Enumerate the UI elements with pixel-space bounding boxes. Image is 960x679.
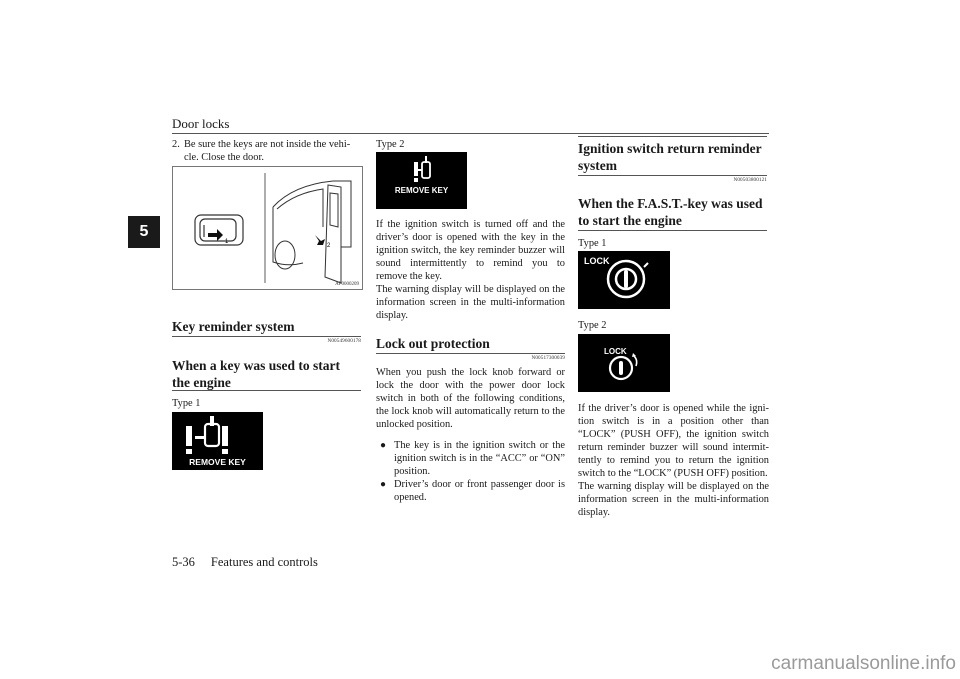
door-illustration xyxy=(173,167,362,289)
list-item: ● Driver’s door or front passenger door is opened. xyxy=(380,479,565,503)
section-rule xyxy=(172,336,361,337)
lock-text-type2: LOCK xyxy=(604,347,627,356)
bullet-icon: ● xyxy=(380,479,387,490)
lock-text-type1: LOCK xyxy=(584,256,610,266)
key-reminder-para1: If the ignition switch is turned off and the driver’s door is opened with the key in the ignition switch, the key reminder buzzer will sound intermittently to remind you to remove the key. xyxy=(376,219,565,282)
figure-code: AF0000209 xyxy=(335,282,359,287)
lock-display-type1 xyxy=(578,251,670,309)
lockout-paragraph: When you push the lock knob forward or lock the door with the power door lock switch in both of the following conditions, the lock knob will automatically return to the unlocked position. xyxy=(376,367,565,430)
watermark-text[interactable]: carmanualsonline.info xyxy=(771,653,956,674)
key-reminder-paragraph xyxy=(376,218,565,322)
step-number: 2. xyxy=(172,139,180,150)
step-2 xyxy=(172,138,362,164)
remove-key-text-type2: REMOVE KEY xyxy=(394,186,449,195)
lockout-bullets xyxy=(380,439,565,504)
door-figure xyxy=(172,166,363,290)
remove-key-display-type2 xyxy=(376,152,467,209)
page-header-title: Door locks xyxy=(172,116,230,131)
key-warning-icon-type2 xyxy=(376,152,467,209)
ignition-reminder-para1: If the driver’s door is opened while the igni- tion switch is in a position other than “LOCK” (PUSH OFF), the ignition switch return reminder buzzer will sound intermit- tently to remind you to return the ignition switch to the “LOCK” (PUSH OFF) position. xyxy=(578,403,769,479)
ignition-reminder-para2: The warning display will be displayed on the information screen in the multi-information display. xyxy=(578,481,769,518)
subsection-rule xyxy=(578,230,767,231)
remove-key-display-type1 xyxy=(172,412,263,470)
lockout-title: Lock out protection xyxy=(376,336,490,351)
page-footer xyxy=(172,555,318,570)
lockout-code: N00517300039 xyxy=(531,355,565,361)
step-text-cont: cle. Close the door. xyxy=(184,152,264,163)
section-rule xyxy=(376,353,565,354)
type1-label: Type 1 xyxy=(172,398,201,409)
ignition-reminder-code: N00503800121 xyxy=(733,177,767,183)
key-reminder-title: Key reminder system xyxy=(172,319,295,334)
ignition-reminder-paragraph xyxy=(578,402,769,519)
fig-label-1: 1 xyxy=(225,239,229,245)
footer-section: Features and controls xyxy=(210,555,318,569)
page-number: 5-36 xyxy=(172,555,195,569)
key-used-subtitle: When a key was used to start the engine xyxy=(172,358,341,390)
ignition-lock-icon-type2 xyxy=(578,334,670,392)
key-reminder-para2: The warning display will be displayed on the information screen in the multi-information display. xyxy=(376,284,565,321)
type2-label: Type 2 xyxy=(376,139,405,150)
chapter-tab: 5 xyxy=(128,216,160,248)
lock-display-type2 xyxy=(578,334,670,392)
type1-label-col3: Type 1 xyxy=(578,238,607,249)
watermark-link[interactable] xyxy=(771,653,956,675)
step-text: Be sure the keys are not inside the vehi- xyxy=(184,139,351,150)
key-reminder-code: N00549600178 xyxy=(327,338,361,344)
remove-key-text: REMOVE KEY xyxy=(189,457,246,467)
type2-label-col3: Type 2 xyxy=(578,320,607,331)
list-item: ● The key is in the ignition switch or the ignition switch is in the “ACC” or “ON” position. xyxy=(380,440,565,477)
fast-key-subtitle: When the F.A.S.T.-key was used to start the engine xyxy=(578,196,763,228)
section-rule xyxy=(578,175,767,176)
header-rule xyxy=(172,133,769,134)
ignition-reminder-title: Ignition switch return reminder system xyxy=(578,141,762,173)
bullet-icon: ● xyxy=(380,440,387,451)
section-rule-top xyxy=(578,136,767,137)
subsection-rule xyxy=(172,390,361,391)
fig-label-2: 2 xyxy=(327,243,331,249)
